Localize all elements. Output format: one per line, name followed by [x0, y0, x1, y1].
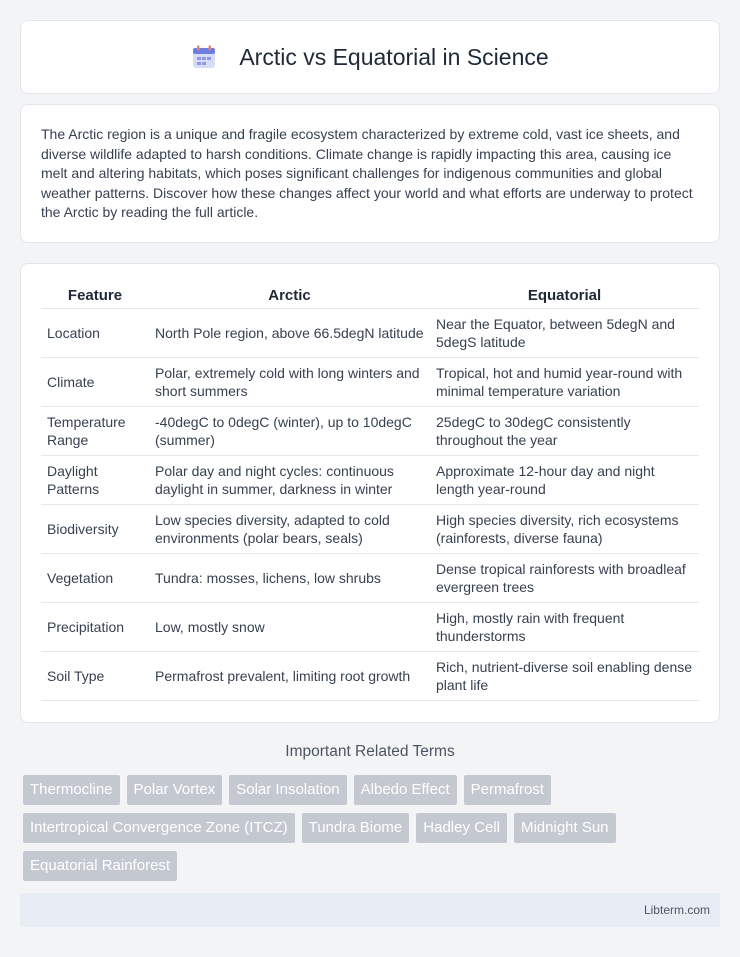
table-row: [41, 651, 699, 700]
equatorial-cell: Near the Equator, between 5degN and 5degS latitude: [430, 308, 699, 357]
arctic-cell: -40degC to 0degC (winter), up to 10degC (summer): [149, 406, 430, 455]
feature-cell: Biodiversity: [41, 504, 149, 553]
equatorial-cell: Approximate 12-hour day and night length year-round: [430, 455, 699, 504]
related-term-tag[interactable]: Albedo Effect: [354, 775, 457, 805]
arctic-cell: Tundra: mosses, lichens, low shrubs: [149, 553, 430, 602]
comparison-table: [41, 282, 699, 701]
related-term-tag[interactable]: Solar Insolation: [229, 775, 346, 805]
related-term-tag[interactable]: Hadley Cell: [416, 813, 507, 843]
feature-cell: Location: [41, 308, 149, 357]
header-arctic: Arctic: [268, 287, 311, 305]
table-row: [41, 504, 699, 553]
feature-cell: Climate: [41, 357, 149, 406]
feature-cell: Vegetation: [41, 553, 149, 602]
header-card: [20, 20, 720, 94]
calendar-icon: [191, 44, 217, 70]
arctic-cell: North Pole region, above 66.5degN latitude: [149, 308, 430, 357]
header-feature: Feature: [67, 287, 123, 305]
feature-cell: Precipitation: [41, 602, 149, 651]
table-row: [41, 553, 699, 602]
related-term-tag[interactable]: Polar Vortex: [127, 775, 223, 805]
footer-site-link[interactable]: Libterm.com: [643, 903, 710, 917]
table-row: [41, 308, 699, 357]
related-term-tag[interactable]: Intertropical Convergence Zone (ITCZ): [23, 813, 295, 843]
feature-cell: Daylight Patterns: [41, 455, 149, 504]
equatorial-cell: High species diversity, rich ecosystems (rainforests, diverse fauna): [430, 504, 699, 553]
page-title: Arctic vs Equatorial in Science: [239, 43, 549, 70]
footer: [20, 893, 720, 927]
intro-text: The Arctic region is a unique and fragile ecosystem characterized by extreme cold, vast ice sheets, and diverse wildlife adapted to harsh conditions. Climate change is rapidly impacting this area, causing ice melt and altering habitats, which poses significant challenges for indigenous communities and global weather patterns. Discover how these changes affect your world and what efforts are underway to protect the Arctic by reading the full article.: [41, 126, 693, 221]
arctic-cell: Low species diversity, adapted to cold environments (polar bears, seals): [149, 504, 430, 553]
header-equatorial: Equatorial: [527, 287, 602, 305]
related-terms-title: Important Related Terms: [285, 743, 455, 760]
feature-cell: Temperature Range: [41, 406, 149, 455]
table-header-row: [41, 282, 699, 308]
table-row: [41, 602, 699, 651]
intro-card: [20, 104, 720, 243]
related-term-tag[interactable]: Equatorial Rainforest: [23, 851, 177, 881]
comparison-table-card: [20, 263, 720, 723]
table-row: [41, 406, 699, 455]
table-row: [41, 455, 699, 504]
arctic-cell: Polar, extremely cold with long winters and short summers: [149, 357, 430, 406]
equatorial-cell: Tropical, hot and humid year-round with minimal temperature variation: [430, 357, 699, 406]
related-terms-list: [23, 775, 723, 881]
arctic-cell: Low, mostly snow: [149, 602, 430, 651]
related-term-tag[interactable]: Permafrost: [464, 775, 551, 805]
equatorial-cell: Rich, nutrient-diverse soil enabling dense plant life: [430, 651, 699, 700]
arctic-cell: Permafrost prevalent, limiting root growth: [149, 651, 430, 700]
arctic-cell: Polar day and night cycles: continuous daylight in summer, darkness in winter: [149, 455, 430, 504]
equatorial-cell: 25degC to 30degC consistently throughout the year: [430, 406, 699, 455]
feature-cell: Soil Type: [41, 651, 149, 700]
equatorial-cell: Dense tropical rainforests with broadleaf evergreen trees: [430, 553, 699, 602]
related-term-tag[interactable]: Thermocline: [23, 775, 120, 805]
equatorial-cell: High, mostly rain with frequent thunderstorms: [430, 602, 699, 651]
related-term-tag[interactable]: Midnight Sun: [514, 813, 616, 843]
related-term-tag[interactable]: Tundra Biome: [302, 813, 410, 843]
table-row: [41, 357, 699, 406]
